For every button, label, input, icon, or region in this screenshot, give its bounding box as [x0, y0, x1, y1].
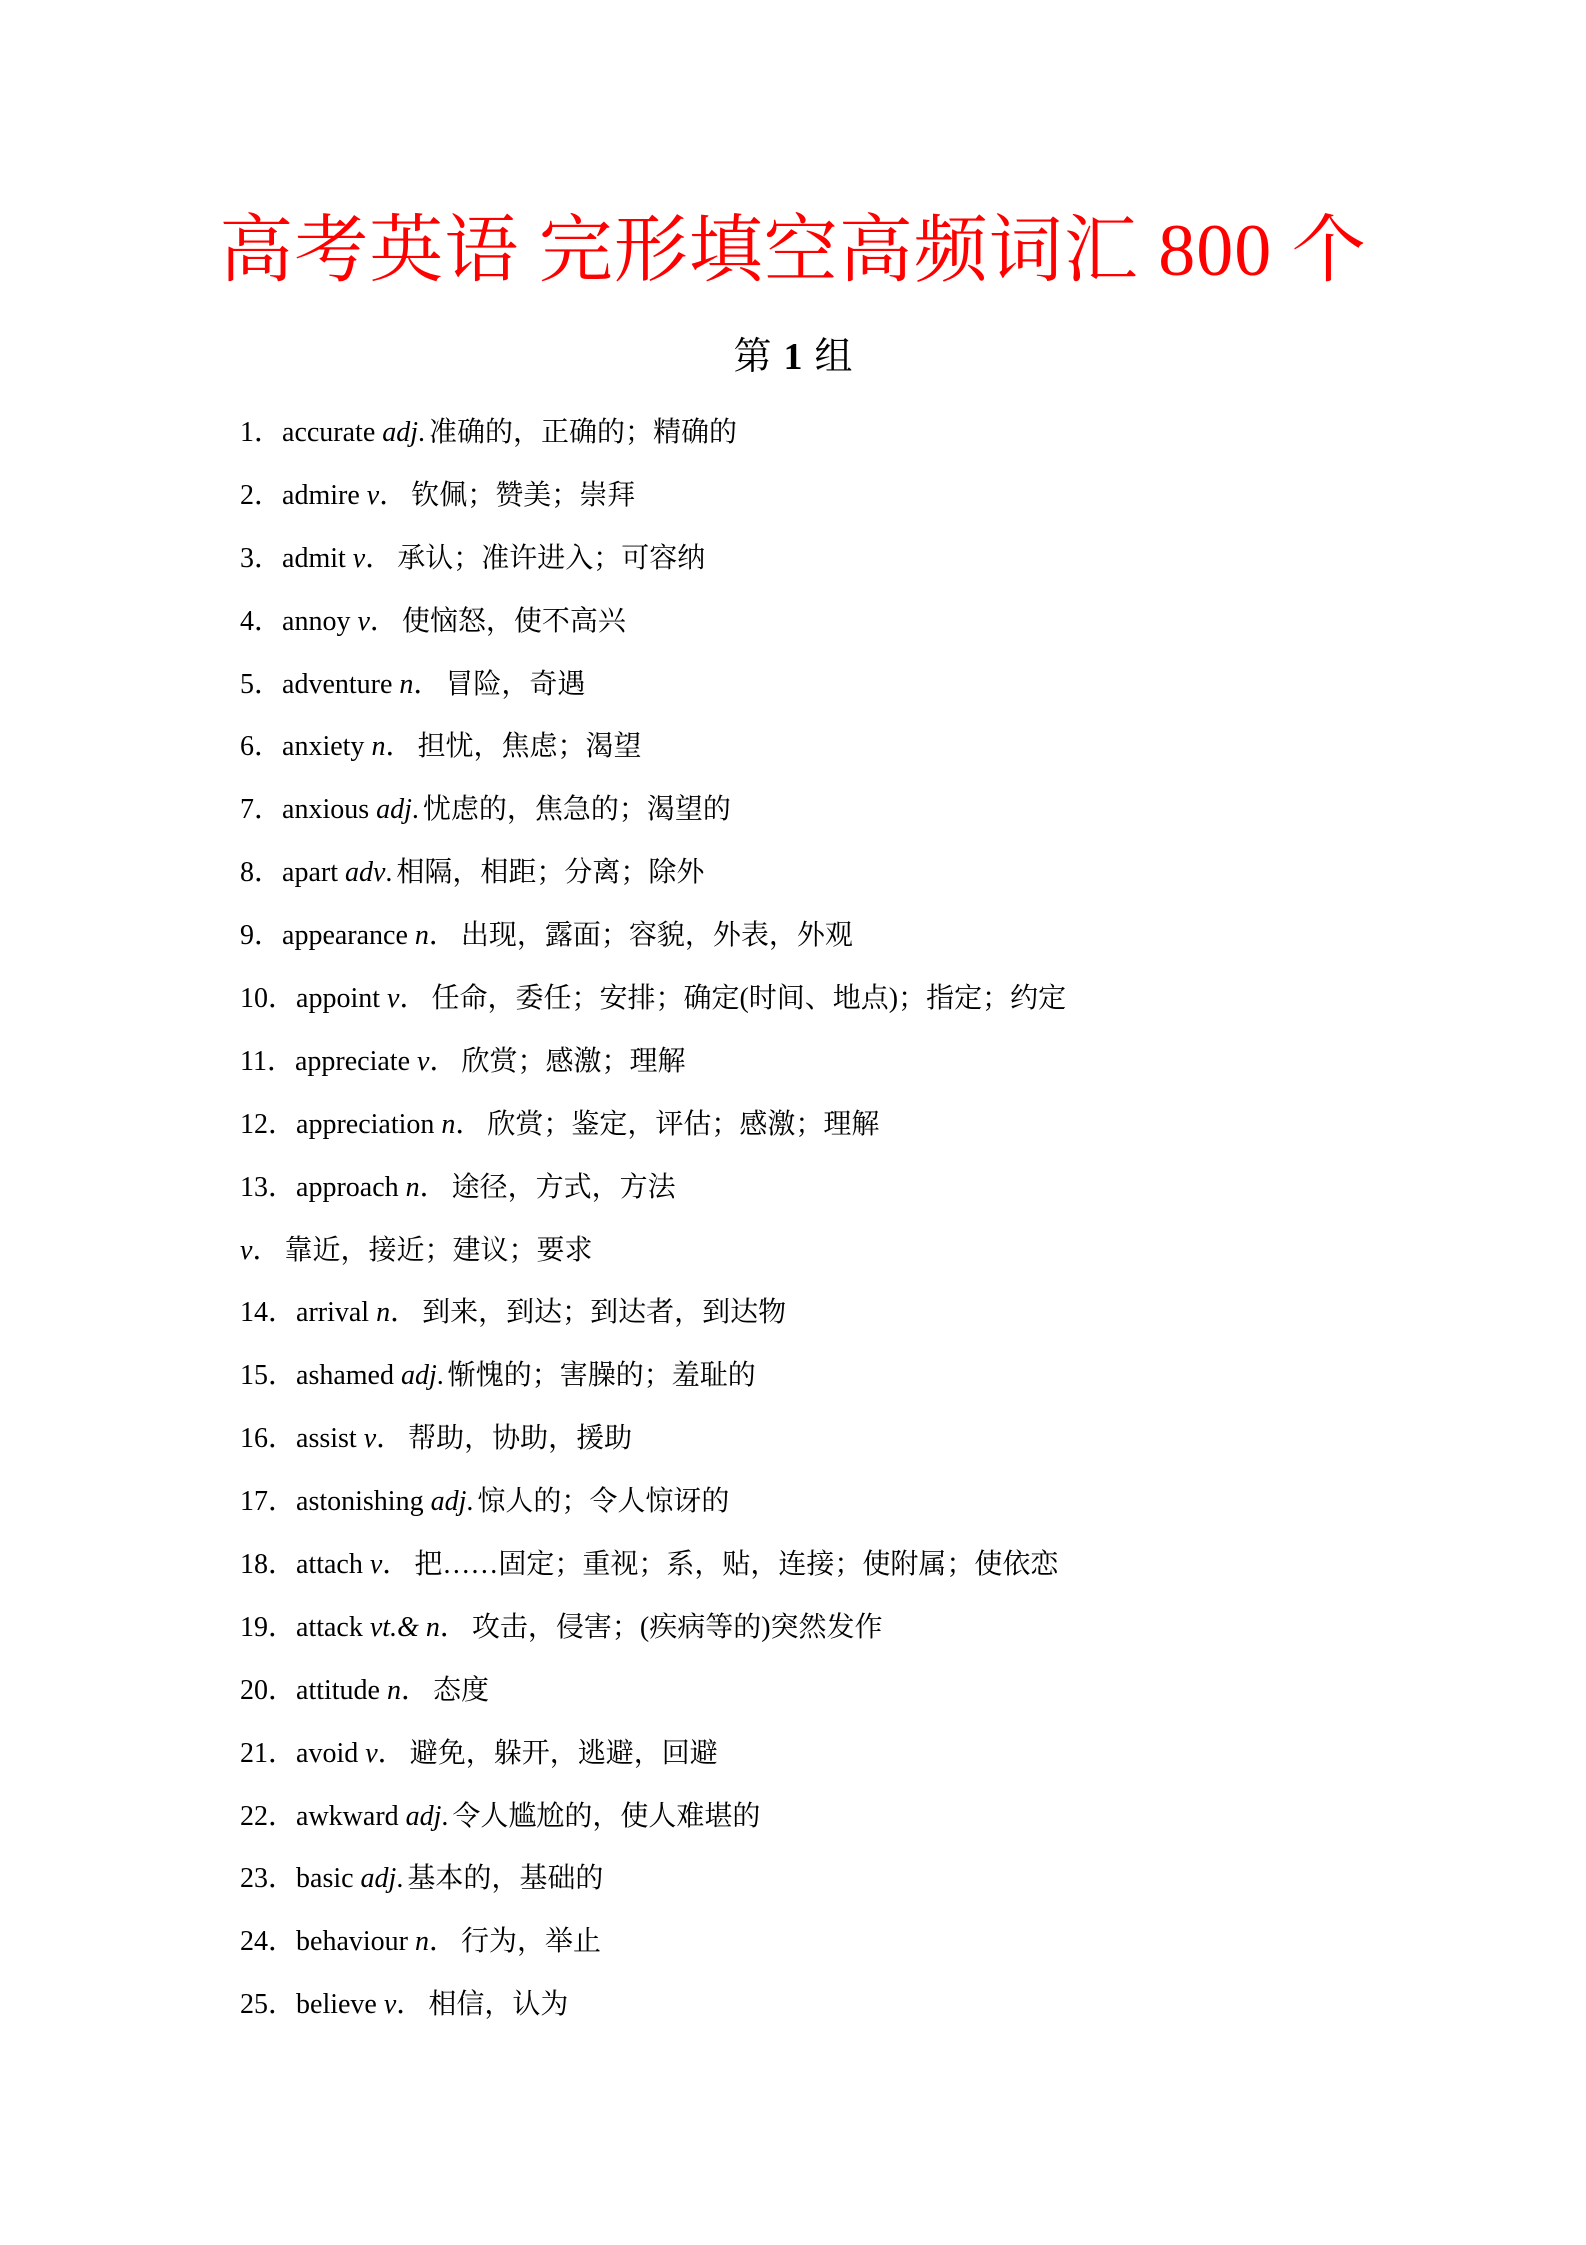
vocab-entry	[240, 722, 1440, 785]
entry-meaning: 行为，举止	[461, 1926, 602, 1958]
entry-word: avoid	[296, 1737, 359, 1769]
entry-index: 1．	[240, 417, 283, 448]
entry-index: 15．	[240, 1360, 297, 1392]
entry-meaning: 相隔，相距；分离；除外	[396, 857, 705, 889]
entry-pos: adj	[382, 417, 419, 448]
entry-meaning: 欣赏；感激；理解	[461, 1045, 686, 1077]
entry-pos: adj	[400, 1360, 437, 1392]
entry-index: 5．	[240, 668, 283, 700]
entry-index: 13．	[240, 1171, 297, 1203]
entry-word: attitude	[296, 1674, 380, 1706]
entry-index: 7．	[240, 794, 283, 826]
entry-pos: n	[399, 668, 414, 700]
vocab-entry	[240, 785, 1440, 848]
entry-meaning: 担忧，焦虑；渴望	[417, 731, 642, 763]
entry-word: awkward	[296, 1800, 399, 1832]
group-suffix: 组	[814, 336, 853, 378]
entry-meaning: 靠近，接近；建议；要求	[284, 1234, 593, 1266]
entry-word: behaviour	[296, 1926, 408, 1958]
entry-pos: vt.& n	[369, 1611, 440, 1643]
entry-pos: v	[387, 983, 400, 1015]
vocab-entry	[240, 660, 1440, 723]
vocabulary-list	[240, 408, 1440, 2043]
entry-pos: adv	[344, 857, 386, 889]
entry-word: assist	[296, 1423, 357, 1455]
entry-word: appreciation	[296, 1108, 435, 1140]
entry-word: admire	[282, 479, 360, 511]
entry-pos: n	[376, 1297, 391, 1329]
entry-index: 14．	[240, 1297, 297, 1329]
entry-separator: .	[411, 794, 419, 826]
entry-meaning: 惊人的；令人惊讶的	[477, 1486, 730, 1518]
entry-meaning: 欣赏；鉴定，评估；感激；理解	[487, 1108, 880, 1140]
entry-meaning: 基本的，基础的	[407, 1863, 604, 1895]
entry-separator: ．	[413, 668, 442, 700]
entry-index: 20．	[240, 1674, 297, 1706]
vocab-entry	[240, 597, 1440, 660]
entry-index: 24．	[240, 1926, 297, 1958]
entry-index: 4．	[240, 605, 283, 637]
entry-word: annoy	[282, 605, 351, 637]
entry-pos: v	[240, 1234, 253, 1266]
entry-pos: n	[387, 1674, 401, 1706]
entry-index: 10．	[240, 983, 297, 1015]
entry-pos: v	[352, 542, 366, 574]
entry-separator: ．	[377, 1737, 406, 1769]
entry-word: appreciate	[294, 1045, 410, 1077]
entry-separator: ．	[429, 1045, 458, 1077]
entry-meaning: 帮助，协助，援助	[408, 1423, 633, 1455]
group-number: 1	[783, 336, 803, 378]
entry-pos: v	[383, 1989, 397, 2021]
entry-meaning: 令人尴尬的，使人难堪的	[452, 1800, 761, 1832]
entry-index: 21．	[240, 1737, 297, 1769]
entry-word: attach	[296, 1549, 363, 1581]
entry-meaning: 把……固定；重视；系，贴，连接；使附属；使依恋	[414, 1549, 1059, 1581]
vocab-entry	[240, 911, 1440, 974]
entry-meaning: 态度	[433, 1674, 490, 1706]
entry-word: astonishing	[296, 1486, 424, 1518]
entry-meaning: 攻击，侵害；(疾病等的)突然发作	[471, 1611, 883, 1643]
vocab-entry	[240, 408, 1440, 471]
entry-separator: ．	[252, 1234, 281, 1266]
entry-pos: n	[414, 920, 429, 952]
entry-index: 9．	[240, 920, 283, 952]
entry-meaning: 使恼怒，使不高兴	[401, 605, 626, 637]
entry-separator: ．	[379, 479, 408, 511]
entry-meaning: 惭愧的；害臊的；羞耻的	[447, 1360, 756, 1392]
entry-index: 19．	[240, 1611, 297, 1643]
vocab-entry	[240, 1792, 1440, 1855]
entry-word: anxiety	[282, 731, 365, 763]
entry-index: 3．	[240, 542, 283, 574]
entry-pos: v	[365, 1737, 378, 1769]
entry-meaning: 承认；准许进入；可容纳	[397, 542, 706, 574]
vocab-entry	[240, 1854, 1440, 1917]
entry-pos: v	[357, 605, 370, 637]
entry-separator: ．	[401, 1674, 430, 1706]
vocab-entry	[240, 1477, 1440, 1540]
entry-word: anxious	[282, 794, 370, 826]
entry-separator: .	[385, 857, 393, 889]
entry-meaning: 忧虑的，焦急的；渴望的	[422, 794, 731, 826]
vocab-entry	[240, 974, 1440, 1037]
entry-index: 16．	[240, 1423, 297, 1455]
entry-separator: .	[396, 1863, 404, 1895]
entry-separator: ．	[382, 1549, 411, 1581]
entry-separator: ．	[428, 1926, 457, 1958]
entry-index: 8．	[240, 857, 283, 889]
entry-meaning: 钦佩；赞美；崇拜	[411, 479, 636, 511]
entry-index: 25．	[240, 1989, 297, 2021]
entry-separator: ．	[390, 1297, 419, 1329]
vocab-entry	[240, 1414, 1440, 1477]
vocab-entry	[240, 848, 1440, 911]
entry-pos: adj	[376, 794, 412, 826]
entry-word: attack	[296, 1611, 363, 1643]
vocab-entry	[240, 1540, 1440, 1603]
entry-separator: .	[441, 1800, 449, 1832]
group-prefix: 第	[733, 336, 772, 378]
entry-separator: ．	[428, 920, 457, 952]
entry-separator: ．	[365, 542, 394, 574]
entry-separator: ．	[399, 983, 428, 1015]
entry-separator: ．	[455, 1108, 484, 1140]
entry-separator: ．	[439, 1611, 468, 1643]
entry-separator: ．	[376, 1423, 405, 1455]
vocab-entry	[240, 1351, 1440, 1414]
vocab-entry	[240, 1980, 1440, 2043]
entry-meaning: 冒险，奇遇	[445, 668, 586, 700]
vocab-entry	[240, 1037, 1440, 1100]
vocab-entry	[240, 1666, 1440, 1729]
entry-pos: adj	[360, 1863, 397, 1895]
entry-separator: .	[466, 1486, 474, 1518]
entry-pos: v	[417, 1045, 430, 1077]
entry-meaning: 相信，认为	[428, 1989, 569, 2021]
entry-pos: n	[441, 1108, 456, 1140]
entry-pos: n	[371, 731, 386, 763]
entry-meaning: 准确的，正确的；精确的	[429, 417, 738, 448]
entry-pos: v	[363, 1423, 377, 1455]
entry-meaning: 到来，到达；到达者，到达物	[422, 1297, 787, 1329]
entry-separator: ．	[396, 1989, 425, 2021]
entry-word: arrival	[296, 1297, 370, 1329]
entry-word: basic	[296, 1863, 354, 1895]
vocab-entry	[240, 471, 1440, 534]
entry-meaning: 避免，躲开，逃避，回避	[409, 1737, 718, 1769]
entry-index: 22．	[240, 1800, 297, 1832]
entry-word: ashamed	[296, 1360, 394, 1392]
entry-index: 18．	[240, 1549, 297, 1581]
entry-meaning: 途径，方式，方法	[451, 1171, 676, 1203]
entry-word: accurate	[282, 417, 376, 448]
document-title: 高考英语 完形填空高频词汇 800 个	[219, 210, 1367, 292]
entry-pos: adj	[405, 1800, 442, 1832]
vocab-entry	[240, 1226, 1440, 1289]
entry-index: 11．	[240, 1045, 295, 1077]
vocab-entry	[240, 1729, 1440, 1792]
entry-word: admit	[282, 542, 346, 574]
entry-separator: .	[418, 417, 426, 448]
entry-index: 6．	[240, 731, 283, 763]
entry-word: believe	[296, 1989, 377, 2021]
entry-index: 23．	[240, 1863, 297, 1895]
vocab-entry	[240, 534, 1440, 597]
vocab-entry	[240, 1100, 1440, 1163]
vocab-entry	[240, 1288, 1440, 1351]
entry-word: appoint	[296, 983, 381, 1015]
vocab-entry	[240, 1917, 1440, 1980]
entry-index: 12．	[240, 1108, 297, 1140]
entry-index: 17．	[240, 1486, 297, 1518]
entry-pos: n	[405, 1171, 420, 1203]
entry-separator: ．	[385, 731, 414, 763]
entry-word: approach	[296, 1171, 399, 1203]
entry-separator: ．	[369, 605, 398, 637]
entry-separator: ．	[419, 1171, 448, 1203]
entry-word: appearance	[282, 920, 408, 952]
entry-word: apart	[282, 857, 338, 889]
entry-pos: v	[366, 479, 380, 511]
group-heading	[0, 332, 1586, 382]
entry-pos: n	[414, 1926, 429, 1958]
entry-index: 2．	[240, 479, 283, 511]
entry-word: adventure	[282, 668, 393, 700]
vocab-entry	[240, 1163, 1440, 1226]
entry-pos: adj	[430, 1486, 467, 1518]
entry-separator: .	[436, 1360, 444, 1392]
vocab-entry	[240, 1603, 1440, 1666]
entry-meaning: 任命，委任；安排；确定(时间、地点)；指定；约定	[431, 983, 1067, 1015]
entry-pos: v	[369, 1549, 383, 1581]
entry-meaning: 出现，露面；容貌，外表，外观	[460, 920, 853, 952]
